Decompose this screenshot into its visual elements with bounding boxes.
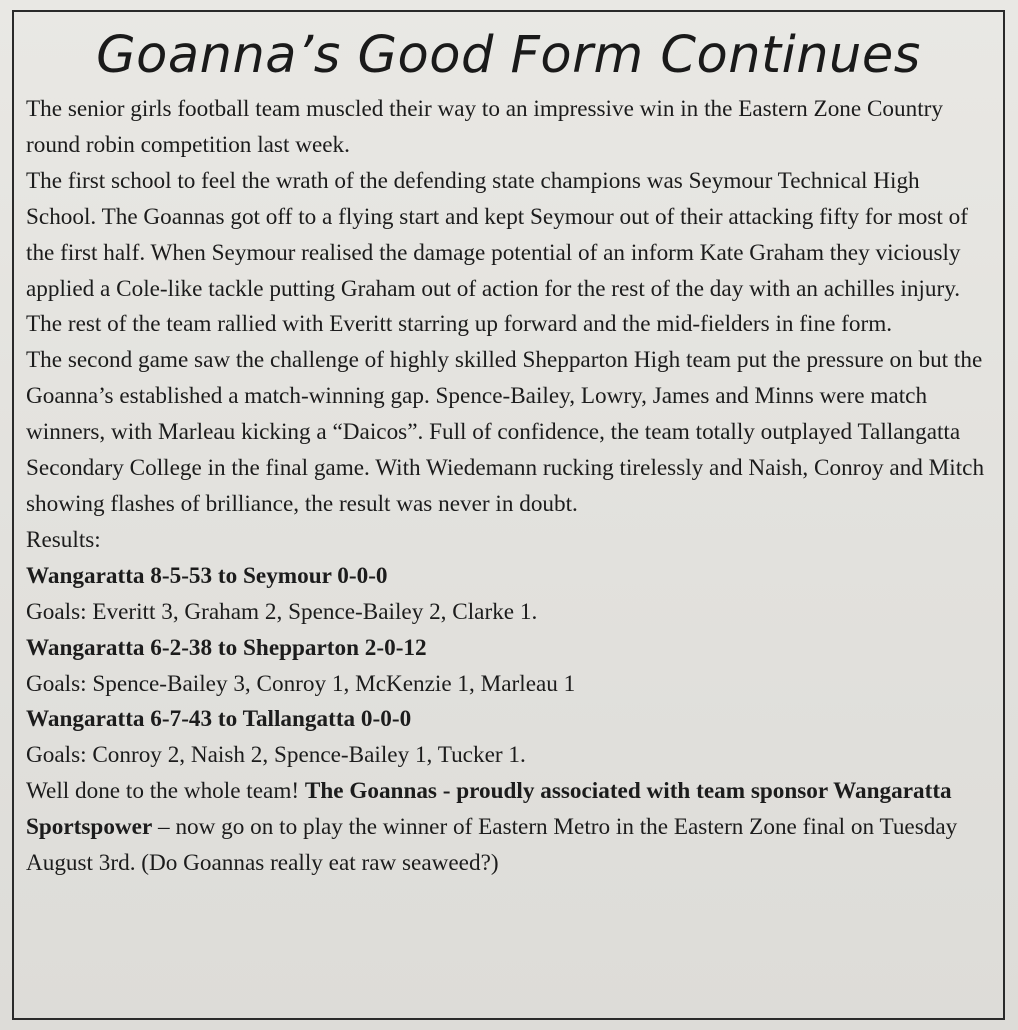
article-headline: Goanna’s Good Form Continues <box>96 26 921 85</box>
result-score-shepparton <box>26 631 991 667</box>
result-score-text: Wangaratta 8-5-53 to Seymour 0-0-0 <box>26 562 388 589</box>
sponsor-statement: The Goannas - proudly associated with team sponsor Wangaratta Sportspower <box>26 778 952 841</box>
results-label: Results: <box>26 526 101 553</box>
result-goals-shepparton: Goals: Spence-Bailey 3, Conroy 1, McKenzie 1, Marleau 1 <box>26 670 576 697</box>
article-box <box>12 10 1005 1020</box>
article-body <box>26 92 991 882</box>
closing-tail: – now go on to play the winner of Eastern Metro in the Eastern Zone final on Tuesday August 3rd. (Do Goannas really eat raw seaweed?) <box>26 814 958 877</box>
result-score-text: Wangaratta 6-7-43 to Tallangatta 0-0-0 <box>26 706 412 733</box>
result-score-text: Wangaratta 6-2-38 to Shepparton 2-0-12 <box>26 634 427 661</box>
article-paragraph-intro: The senior girls football team muscled their way to an impressive win in the Eastern Zone Country round robin competition last week. <box>26 96 943 158</box>
result-score-tallangatta <box>26 702 991 738</box>
result-goals-seymour: Goals: Everitt 3, Graham 2, Spence-Bailey 2, Clarke 1. <box>26 598 538 625</box>
article-paragraph-second-game: The second game saw the challenge of highly skilled Shepparton High team put the pressure on but the Goanna’s established a match-winning gap. Spence-Bailey, Lowry, James and Minns were match winners, with Marleau kicking a “Daicos”. Full of confidence, the team totally outplayed Tallangatta Secondary College in the final game. With Wiedemann rucking tirelessly and Naish, Conroy and Mitch showing flashes of brilliance, the result was never in doubt. <box>26 347 985 517</box>
result-goals-tallangatta: Goals: Conroy 2, Naish 2, Spence-Bailey 1, Tucker 1. <box>26 742 526 769</box>
closing-paragraph <box>26 774 991 882</box>
article-paragraph-first-game: The first school to feel the wrath of the defending state champions was Seymour Technical High School. The Goannas got off to a flying start and kept Seymour out of their attacking fifty for most of the first half. When Seymour realised the damage potential of an inform Kate Graham they viciously applied a Cole-like tackle putting Graham out of action for the rest of the day with an achilles injury. The rest of the team rallied with Everitt starring up forward and the mid-fielders in fine form. <box>26 167 968 338</box>
closing-lead: Well done to the whole team! <box>26 778 305 805</box>
result-score-seymour <box>26 559 991 595</box>
